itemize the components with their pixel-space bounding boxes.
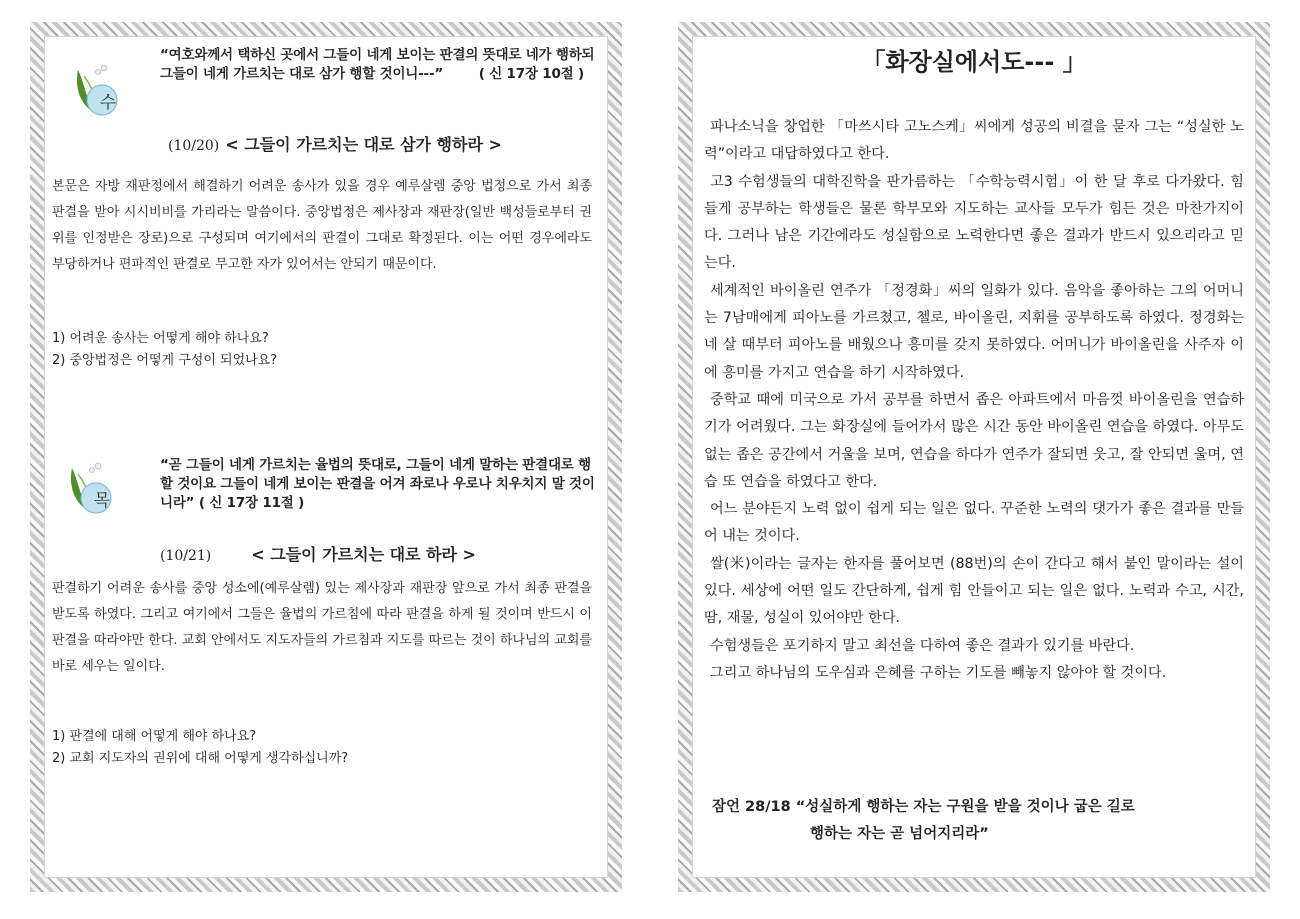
question-item: 1) 판결에 대해 어떻게 해야 하나요? xyxy=(52,729,257,744)
article-paragraph: 그리고 하나님의 도우심과 은혜를 구하는 기도를 빼놓지 않아야 할 것이다. xyxy=(710,664,1167,681)
day-title: (10/20) < 그들이 가르치는 대로 삼가 행하라 > xyxy=(168,135,502,154)
article-paragraph: 중학교 때에 미국으로 가서 공부를 하면서 좁은 아파트에서 마음껏 바이올린을 연습하기가 어려웠다. 그는 화장실에 들어가서 많은 시간 동안 바이올린 연습을 하였다. 아무도 없는 좁은 공간에서 거울을 보며, 연습을 하다가 연주가 잘되면 웃고, 잘 안되면 울며, 연습 또 연습을 하였다고 한다. xyxy=(704,391,1244,490)
article-paragraph: 파나소닉을 창업한 「마쓰시타 고노스케」씨에게 성공의 비결을 묻자 그는 “성실한 노력”이라고 대답하였다고 한다. xyxy=(704,119,1244,163)
verse-reference: ( 신 17장 11절 ) xyxy=(198,495,305,511)
body-paragraph: 본문은 자방 재판정에서 해결하기 어려운 송사가 있을 경우 예루살렘 중앙 법정으로 가서 최종 판결을 받아 시시비비를 가리라는 말씀이다. 중앙법정은 제사장과 재판장(일반 백성들로부터 권위를 인정받은 장로)으로 구성되며 여기에서의 판결이 그대로 확정된다. 이는 어떤 경우에라도 부당하거나 편파적인 판결로 무고한 자가 있어서는 안되기 때문이다. xyxy=(52,179,592,272)
question-list xyxy=(52,726,348,770)
article-title: 「화장실에서도--- 」 xyxy=(861,48,1087,76)
article-paragraph: 세계적인 바이올린 연주가 「정경화」씨의 일화가 있다. 음악을 좋아하는 그의 어머니는 7남매에게 피아노를 가르쳤고, 첼로, 바이올린, 지휘를 공부하도록 하였다. 정경화는 네 살 때부터 피아노를 배웠으나 흥미를 갖지 못하였다. 어머니가 바이올린을 사주자 이에 흥미를 가지고 연습을 하기 시작하였다. xyxy=(704,282,1244,381)
left-page xyxy=(30,22,622,892)
article-paragraph: 어느 분야든지 노력 없이 쉽게 되는 일은 없다. 꾸준한 노력의 댓가가 좋은 결과를 만들어 내는 것이다. xyxy=(704,501,1244,545)
day-badge-thu: 목 xyxy=(93,491,111,511)
question-item: 2) 중앙법정은 어떻게 구성이 되었나요? xyxy=(52,353,278,368)
article-body xyxy=(704,114,1244,687)
day-title: (10/21) < 그들이 가르치는 대로 하라 > xyxy=(160,545,476,564)
quote-line: 행하는 자는 곧 넘어지리라” xyxy=(810,826,989,842)
day-badge-thu: 수 xyxy=(99,93,117,113)
verse-reference: ( 신 17장 10절 ) xyxy=(478,66,584,82)
right-page xyxy=(678,22,1270,892)
question-list xyxy=(52,328,277,372)
proverb-quote xyxy=(712,794,1135,848)
verse-text: “곧 그들이 네게 가르치는 율법의 뜻대로, 그들이 네게 말하는 판결대로 행할 것이요 그들이 네게 보이는 판결을 어겨 좌로나 우로나 치우치지 말 것이니라” ( 신 17장 11절 ) xyxy=(160,457,595,511)
article-paragraph: 고3 수험생들의 대학진학을 판가름하는 「수학능력시험」이 한 달 후로 다가왔다. 힘들게 공부하는 학생들은 물론 학부모와 지도하는 교사들 모두가 힘든 것은 마찬가지이다. 그러나 남은 기간에라도 성실함으로 노력한다면 좋은 결과가 반드시 있으리라고 믿는다. xyxy=(704,173,1244,272)
quote-line: 잠언 28/18 “성실하게 행하는 자는 구원을 받을 것이나 굽은 길로 xyxy=(712,799,1135,815)
article-paragraph: 쌀(米)이라는 글자는 한자를 풀어보면 (88번)의 손이 간다고 해서 붙인 말이라는 설이 있다. 세상에 어떤 일도 간단하게, 쉽게 힘 안들이고 되는 일은 없다. 노력과 수고, 시간, 땀, 재물, 성실이 있어야만 한다. xyxy=(704,555,1244,627)
question-item: 1) 어려운 송사는 어떻게 해야 하나요? xyxy=(52,331,269,346)
article-paragraph: 수험생들은 포기하지 말고 최선을 다하여 좋은 결과가 있기를 바란다. xyxy=(710,637,1135,654)
question-item: 2) 교회 지도자의 권위에 대해 어떻게 생각하십니까? xyxy=(52,751,349,766)
body-paragraph: 판결하기 어려운 송사를 중앙 성소에(예루살렘) 있는 제사장과 재판장 앞으로 가서 최종 판결을 받도록 하였다. 그리고 여기에서 그들은 율법의 가르침에 따라 판결을 하게 될 것이며 반드시 이 판결을 따라야만 한다. 교회 안에서도 지도자들의 가르침과 지도를 따르는 것이 하나님의 교회를 바로 세우는 일이다. xyxy=(52,581,592,674)
verse-text: “여호와께서 택하신 곳에서 그들이 네게 보이는 판결의 뜻대로 네가 행하되 그들이 네게 가르치는 대로 삼가 행할 것이니---” ( 신 17장 10절 ) xyxy=(160,47,595,82)
